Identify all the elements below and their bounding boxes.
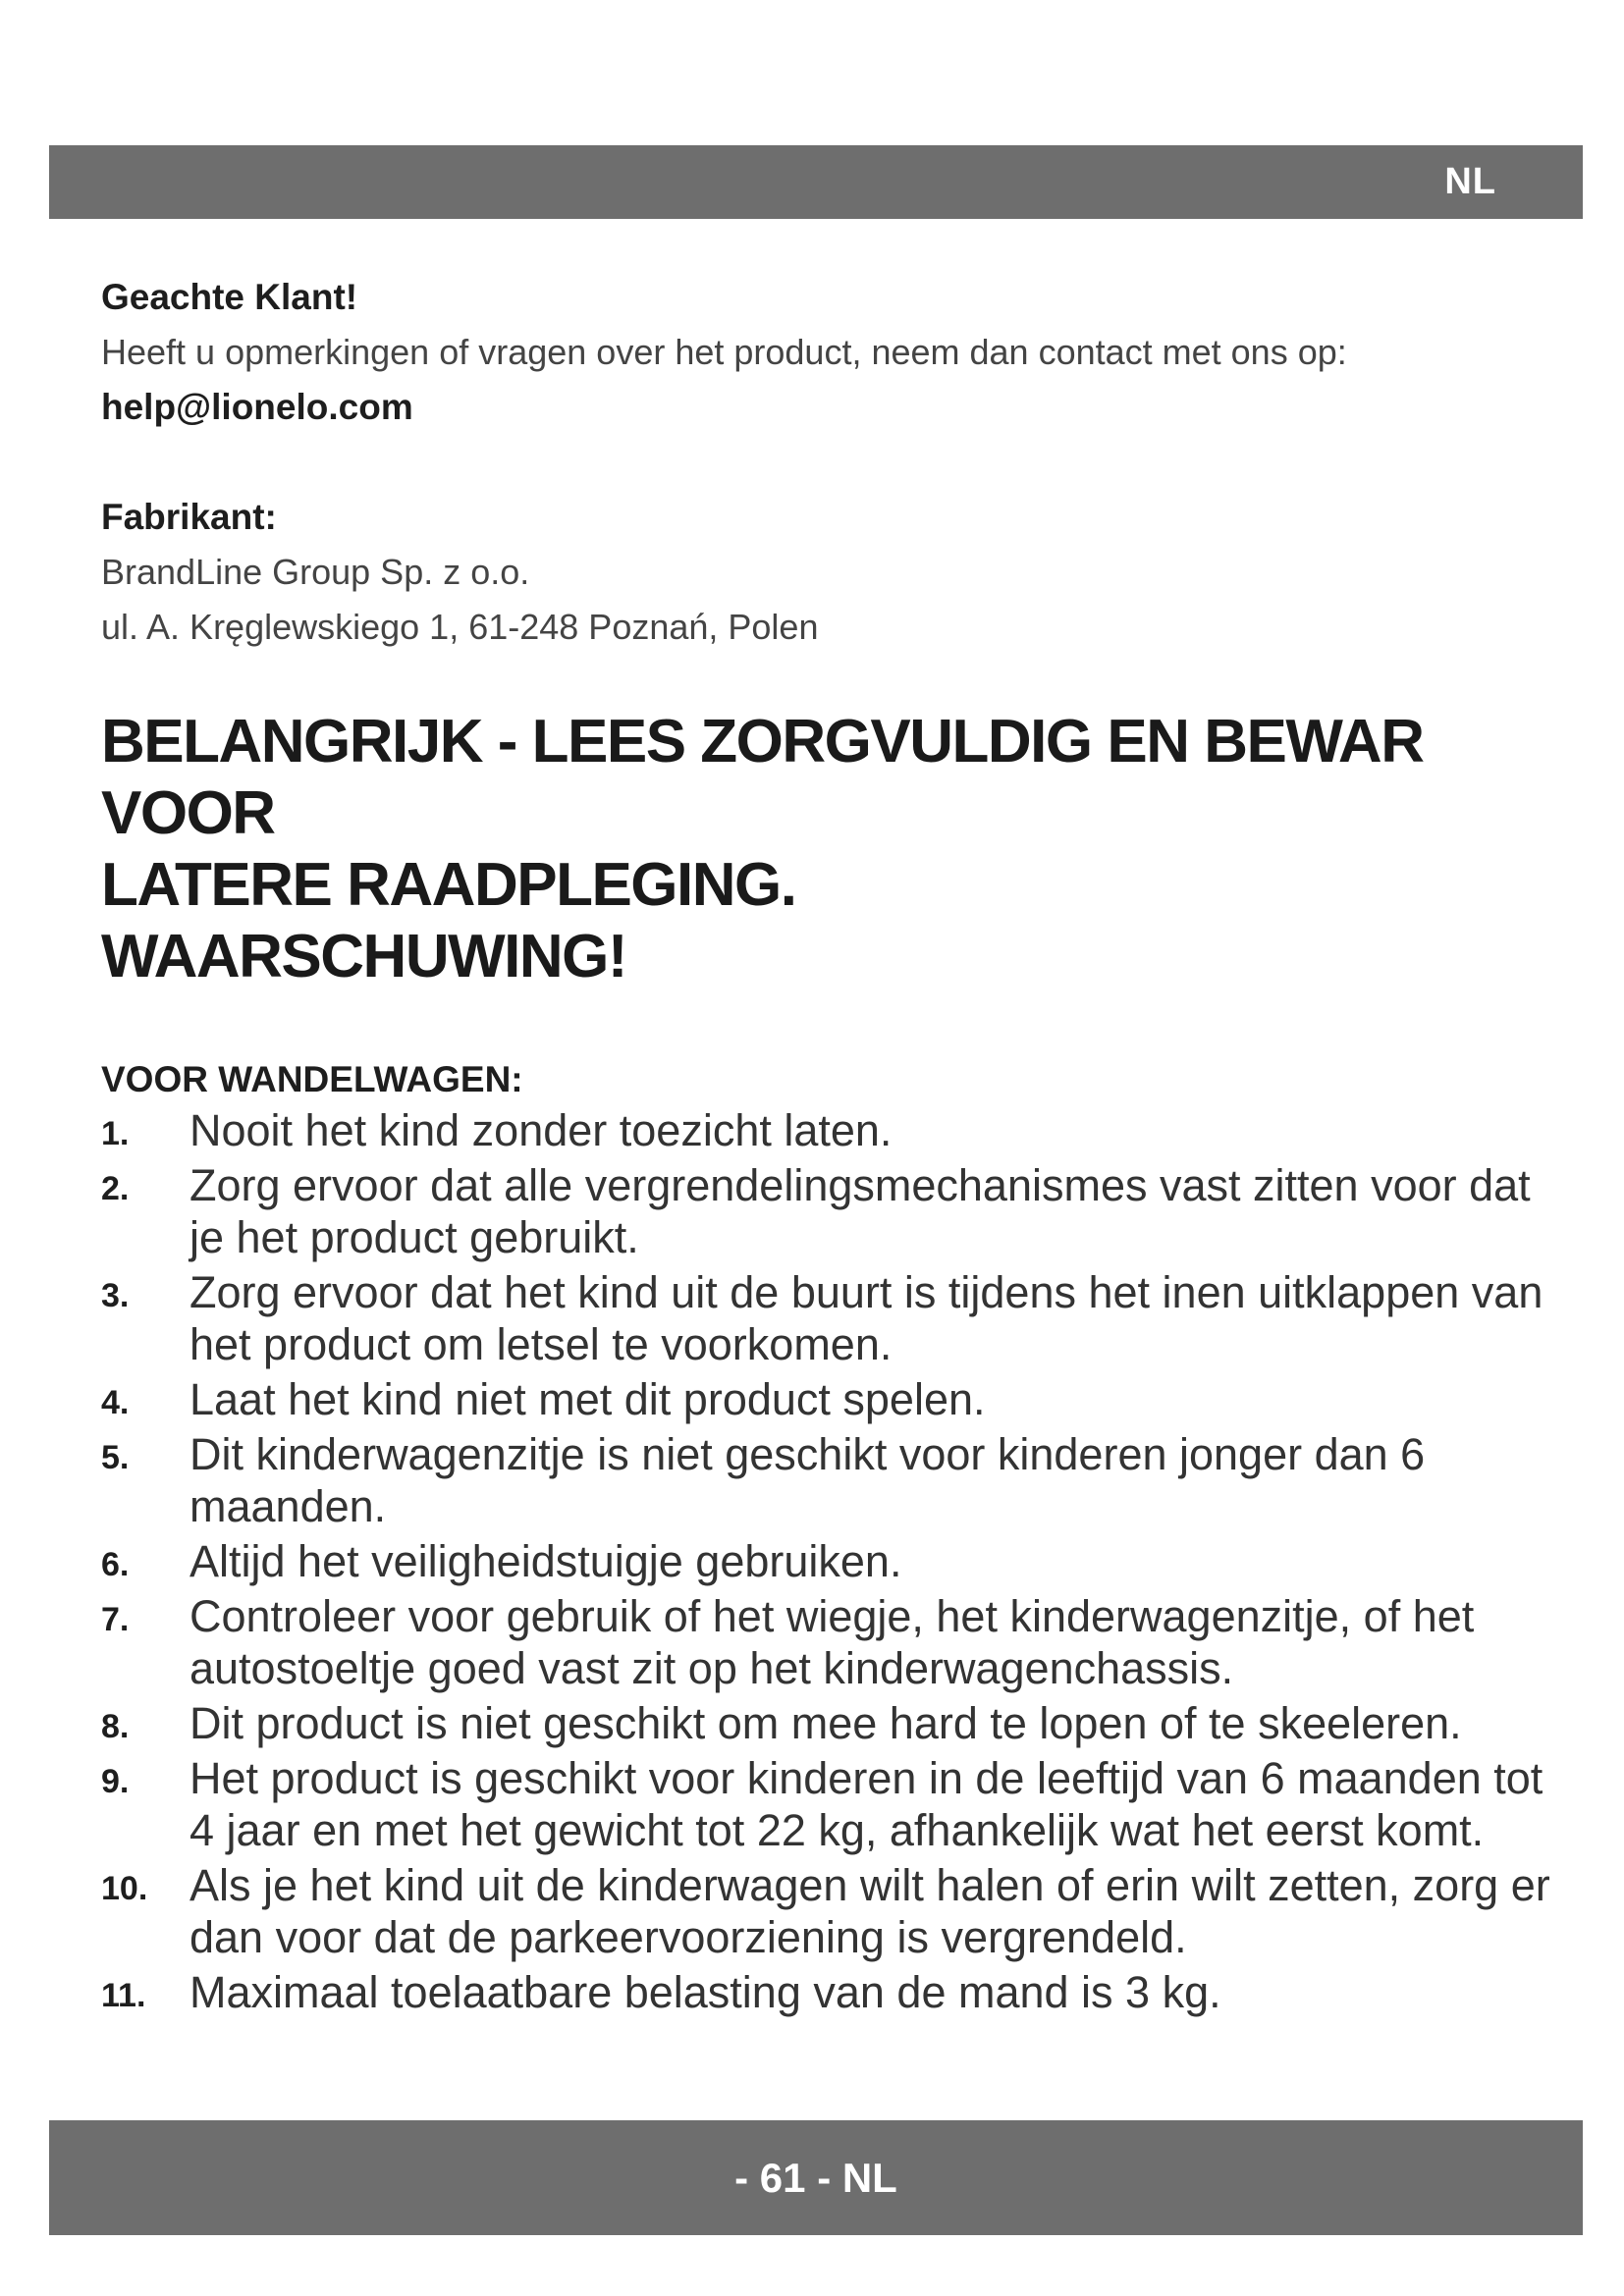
item-number: 8. (101, 1708, 130, 1745)
heading-line-1: BELANGRIJK - LEES ZORGVULDIG EN BEWAR VOOR (101, 708, 1424, 847)
list-item (101, 1104, 1554, 1156)
item-number: 9. (101, 1763, 130, 1800)
heading-line-3: WAARSCHUWING! (101, 923, 626, 990)
list-item (101, 1266, 1554, 1370)
item-text: Dit kinderwagenzitje is niet geschikt voor kinderen jonger dan 6 maanden. (189, 1429, 1426, 1531)
greeting-block (101, 270, 1554, 435)
page-content (101, 270, 1554, 2021)
header-bar (49, 145, 1583, 219)
item-text: Controleer voor gebruik of het wiegje, het kinderwagenzitje, of het autostoeltje goed vast zit op het kinderwagenchassis. (189, 1591, 1475, 1693)
greeting-text: Heeft u opmerkingen of vragen over het product, neem dan contact met ons op: (101, 332, 1347, 372)
list-item (101, 1966, 1554, 2018)
list-item (101, 1590, 1554, 1694)
item-text: Dit product is niet geschikt om mee hard te lopen of te skeeleren. (189, 1698, 1462, 1748)
item-text: Maximaal toelaatbare belasting van de mand is 3 kg. (189, 1967, 1221, 2017)
item-text: Laat het kind niet met dit product spelen. (189, 1374, 986, 1424)
list-item (101, 1159, 1554, 1263)
manufacturer-name: BrandLine Group Sp. z o.o. (101, 552, 530, 592)
item-text: Nooit het kind zonder toezicht laten. (189, 1105, 893, 1155)
item-text: Als je het kind uit de kinderwagen wilt halen of erin wilt zetten, zorg er dan voor dat de parkeervoorziening is vergrendeld. (189, 1860, 1550, 1962)
page-number: - 61 - NL (734, 2155, 897, 2201)
list-item (101, 1752, 1554, 1856)
list-item (101, 1428, 1554, 1532)
list-item (101, 1373, 1554, 1425)
item-number: 6. (101, 1546, 130, 1583)
footer-bar (49, 2120, 1583, 2235)
item-text: Altijd het veiligheidstuigje gebruiken. (189, 1536, 902, 1586)
item-text: Het product is geschikt voor kinderen in de leeftijd van 6 maanden tot 4 jaar en met het gewicht tot 22 kg, afhankelijk wat het eerst komt. (189, 1753, 1543, 1855)
heading-line-2: LATERE RAADPLEGING. (101, 851, 796, 919)
language-label: NL (1444, 161, 1496, 202)
item-number: 1. (101, 1115, 130, 1152)
manufacturer-label: Fabrikant: (101, 497, 277, 537)
item-number: 5. (101, 1439, 130, 1476)
list-item (101, 1535, 1554, 1587)
item-number: 4. (101, 1384, 130, 1421)
item-text: Zorg ervoor dat alle vergrendelingsmechanismes vast zitten voor dat je het product gebruikt. (189, 1160, 1531, 1262)
section-title: VOOR WANDELWAGEN: (101, 1059, 523, 1099)
item-number: 2. (101, 1170, 130, 1207)
item-number: 10. (101, 1870, 148, 1907)
warning-heading (101, 706, 1554, 992)
warnings-list (101, 1104, 1554, 2018)
list-item (101, 1697, 1554, 1749)
manufacturer-block (101, 490, 1554, 655)
item-number: 7. (101, 1601, 130, 1638)
contact-email[interactable]: help@lionelo.com (101, 387, 413, 427)
item-number: 3. (101, 1277, 130, 1314)
item-text: Zorg ervoor dat het kind uit de buurt is tijdens het inen uitklappen van het product om letsel te voorkomen. (189, 1267, 1543, 1369)
greeting-title: Geachte Klant! (101, 277, 358, 317)
manufacturer-address: ul. A. Kręglewskiego 1, 61-248 Poznań, Polen (101, 607, 819, 647)
item-number: 11. (101, 1977, 146, 2014)
list-item (101, 1859, 1554, 1963)
